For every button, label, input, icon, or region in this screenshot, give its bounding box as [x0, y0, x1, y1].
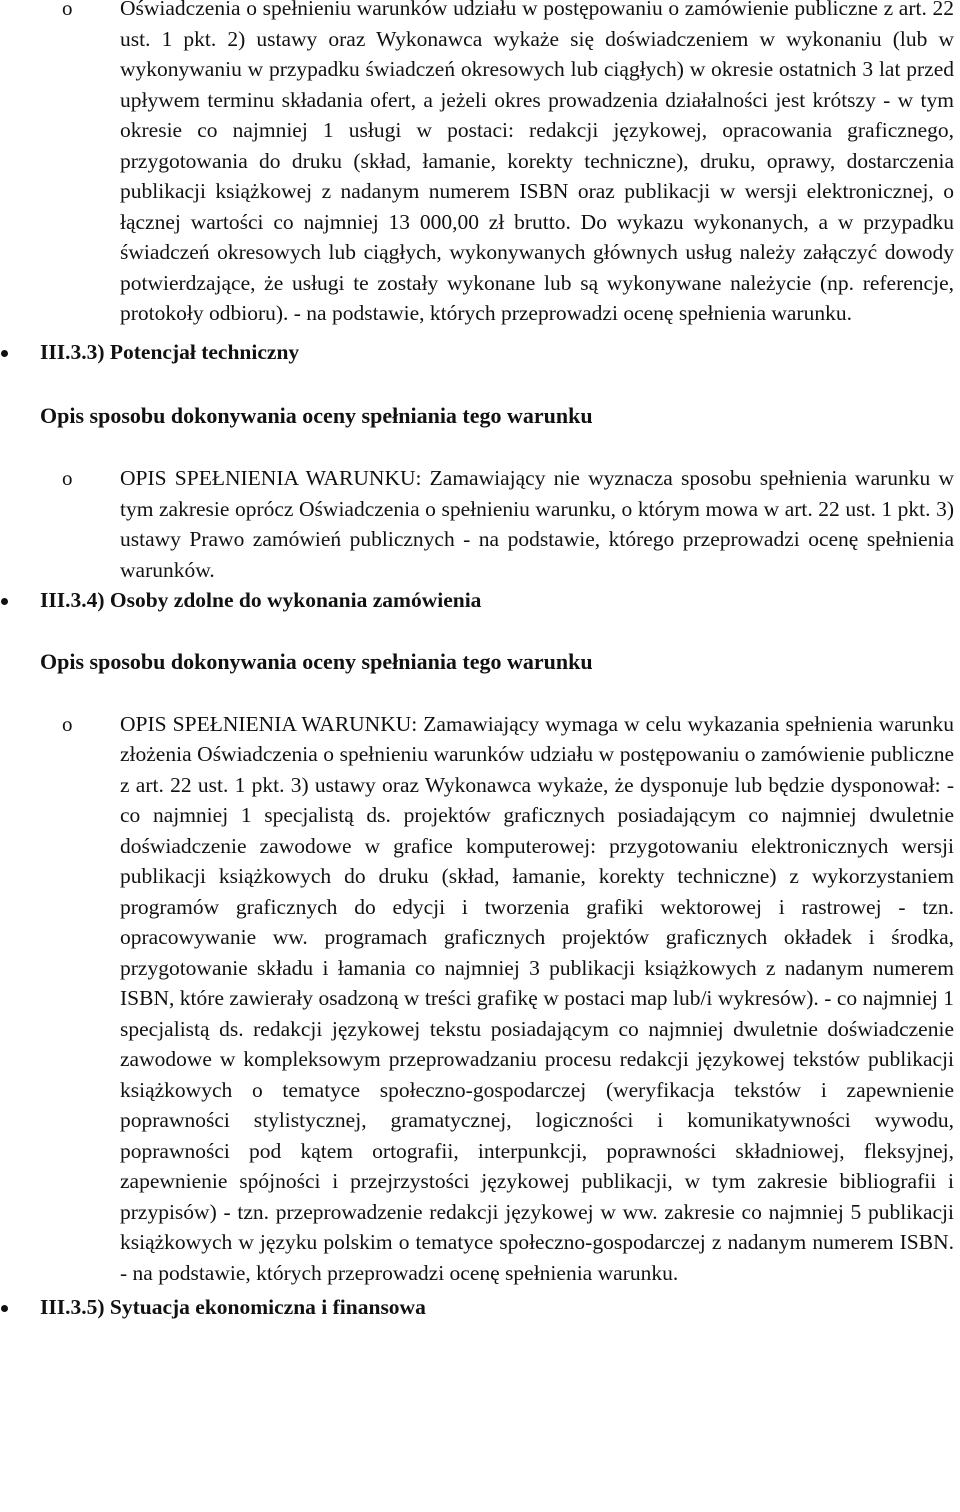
- section-heading-335: [0, 1292, 960, 1323]
- list-item-oswiadczenia: [0, 0, 960, 329]
- opis-heading: Opis sposobu dokonywania oceny spełniania tego warunku: [40, 402, 593, 428]
- bullet-icon: [1, 1305, 8, 1312]
- list-marker: o: [62, 0, 73, 20]
- bullet-icon: [1, 598, 8, 605]
- list-item-text: OPIS SPEŁNIENIA WARUNKU: Zamawiający nie wyznacza sposobu spełnienia warunku w tym zakresie oprócz Oświadczenia o spełnieniu warunku, o którym mowa w art. 22 ust. 1 pkt. 3) ustawy Prawo zamówień publicznych - na podstawie, którego przeprowadzi ocenę spełnienia warunków.: [120, 466, 954, 582]
- list-item-potencjal: [0, 463, 960, 585]
- section-heading-334: [0, 585, 960, 616]
- list-marker: o: [62, 466, 73, 490]
- section-title: III.3.3) Potencjał techniczny: [40, 339, 300, 364]
- opis-heading: Opis sposobu dokonywania oceny spełniania tego warunku: [40, 649, 593, 674]
- list-marker: o: [62, 711, 73, 736]
- section-title: III.3.4) Osoby zdolne do wykonania zamówienia: [40, 588, 482, 612]
- list-item-osoby: [0, 709, 960, 1289]
- list-item-text: OPIS SPEŁNIENIA WARUNKU: Zamawiający wymaga w celu wykazania spełnienia warunku złożenia Oświadczenia o spełnieniu warunków udziału w postępowaniu o zamówienie publiczne z art. 22 ust. 1 pkt. 3) ustawy oraz Wykonawca wykaże, że dysponuje lub będzie dysponował: - co najmniej 1 specjalistą ds. projektów graficznych posiadającym co najmniej dwuletnie doświadczenie zawodowe w grafice komputerowej: przygotowaniu elektronicznych wersji publikacji książkowych do druku (skład, łamanie, korekty techniczne) z wykorzystaniem programów graficznych do edycji i tworzenia grafiki wektorowej i rastrowej - tzn. opracowywanie ww. programach graficznych projektów graficznych okładek i środka, przygotowanie składu i łamania co najmniej 3 publikacji książkowych z nadanym numerem ISBN, które zawierały osadzoną w treści grafikę w postaci map lub/i wykresów). - co najmniej 1 specjalistą ds. redakcji językowej tekstu posiadającym co najmniej dwuletnie doświadczenie zawodowe w kompleksowym przeprowadzaniu procesu redakcji językowej tekstów publikacji książkowych o tematyce społeczno-gospodarczej (weryfikacja tekstów i zapewnienie poprawności stylistycznej, gramatycznej, logiczności i komunikatywności wywodu, poprawności pod kątem ortografii, interpunkcji, poprawności składniowej, fleksyjnej, zapewnienie spójności i przejrzystości językowej publikacji, w tym zakresie bibliografii i przypisów) - tzn. przeprowadzenie redakcji językowej w ww. zakresie co najmniej 5 publikacji książkowych w języku polskim o tematyce społeczno-gospodarczej z nadanym numerem ISBN. - na podstawie, których przeprowadzi ocenę spełnienia warunku.: [120, 711, 954, 1285]
- bullet-icon: [1, 350, 8, 357]
- list-item-text: Oświadczenia o spełnieniu warunków udziału w postępowaniu o zamówienie publiczne z art. 22 ust. 1 pkt. 2) ustawy oraz Wykonawca wykaże się doświadczeniem w wykonaniu (lub w wykonywaniu w przypadku świadczeń okresowych lub ciągłych) w okresie ostatnich 3 lat przed upływem terminu składania ofert, a jeżeli okres prowadzenia działalności jest krótszy - w tym okresie co najmniej 1 usługi w postaci: redakcji językowej, opracowania graficznego, przygotowania do druku (skład, łamanie, korekty techniczne), druku, oprawy, dostarczenia publikacji książkowej z nadanym numerem ISBN oraz publikacji w wersji elektronicznej, o łącznej wartości co najmniej 13 000,00 zł brutto. Do wykazu wykonanych, a w przypadku świadczeń okresowych lub ciągłych, wykonywanych głównych usług należy załączyć dowody potwierdzające, że usługi te zostały wykonane lub są wykonywane należycie (np. referencje, protokoły odbioru). - na podstawie, których przeprowadzi ocenę spełnienia warunku.: [120, 0, 954, 325]
- section-heading-333: [0, 337, 960, 368]
- section-title: III.3.5) Sytuacja ekonomiczna i finansowa: [40, 1295, 426, 1319]
